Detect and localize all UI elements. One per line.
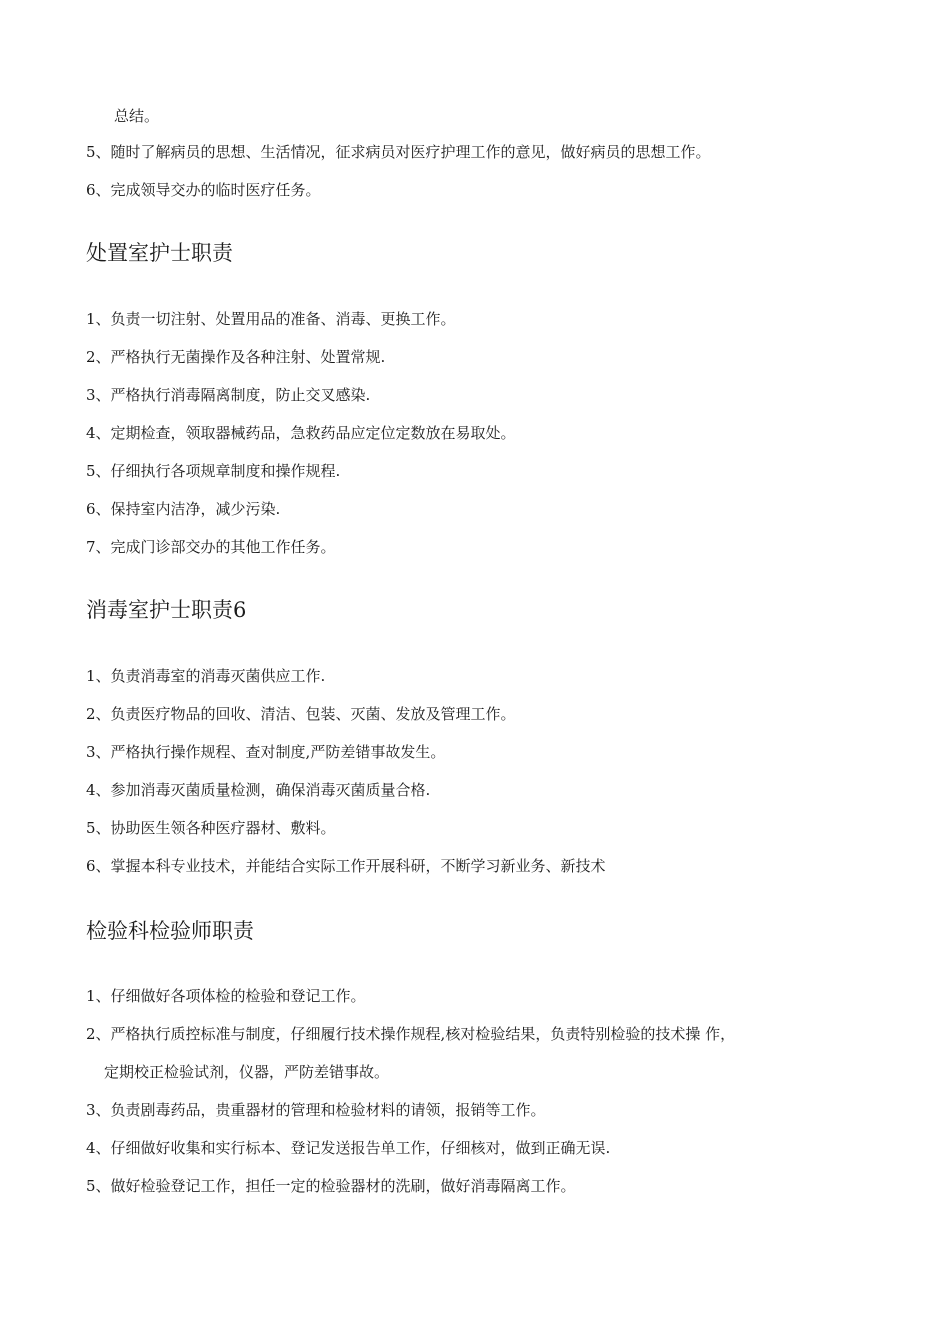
list-item: 3、严格执行消毒隔离制度，防止交叉感染. bbox=[86, 386, 371, 404]
list-item: 1、负责消毒室的消毒灭菌供应工作. bbox=[86, 667, 326, 685]
intro-line-3: 6、完成领导交办的临时医疗任务。 bbox=[86, 181, 321, 199]
intro-line-2: 5、随时了解病员的思想、生活情况，征求病员对医疗护理工作的意见，做好病员的思想工作。 bbox=[86, 143, 711, 161]
list-item: 2、负责医疗物品的回收、清洁、包装、灭菌、发放及管理工作。 bbox=[86, 705, 516, 723]
list-item: 4、定期检查，领取器械药品，急救药品应定位定数放在易取处。 bbox=[86, 424, 516, 442]
section-title-lab-technician: 检验科检验师职责 bbox=[86, 919, 254, 943]
list-item: 6、保持室内洁净，减少污染. bbox=[86, 500, 281, 518]
list-item: 2、严格执行质控标准与制度，仔细履行技术操作规程,核对检验结果，负责特别检验的技术操 作， bbox=[86, 1025, 736, 1043]
section-title-disposal-nurse: 处置室护士职责 bbox=[86, 241, 233, 265]
list-item: 6、掌握本科专业技术，并能结合实际工作开展科研，不断学习新业务、新技术 bbox=[86, 857, 606, 875]
list-item: 5、做好检验登记工作，担任一定的检验器材的洗刷，做好消毒隔离工作。 bbox=[86, 1177, 576, 1195]
list-item: 3、严格执行操作规程、查对制度,严防差错事故发生。 bbox=[86, 743, 446, 761]
list-item: 4、仔细做好收集和实行标本、登记发送报告单工作，仔细核对，做到正确无误. bbox=[86, 1139, 611, 1157]
list-item: 4、参加消毒灭菌质量检测，确保消毒灭菌质量合格. bbox=[86, 781, 431, 799]
section-title-disinfection-nurse: 消毒室护士职责6 bbox=[86, 598, 247, 622]
list-item: 3、负责剧毒药品，贵重器材的管理和检验材料的请领，报销等工作。 bbox=[86, 1101, 546, 1119]
list-item: 7、完成门诊部交办的其他工作任务。 bbox=[86, 538, 336, 556]
list-item: 1、负责一切注射、处置用品的准备、消毒、更换工作。 bbox=[86, 310, 456, 328]
list-item: 2、严格执行无菌操作及各种注射、处置常规. bbox=[86, 348, 386, 366]
list-item-continuation: 定期校正检验试剂，仪器，严防差错事故。 bbox=[104, 1063, 390, 1081]
list-item: 5、仔细执行各项规章制度和操作规程. bbox=[86, 462, 341, 480]
list-item: 5、协助医生领各种医疗器材、敷料。 bbox=[86, 819, 336, 837]
intro-line-1: 总结。 bbox=[114, 107, 160, 125]
list-item: 1、仔细做好各项体检的检验和登记工作。 bbox=[86, 987, 366, 1005]
